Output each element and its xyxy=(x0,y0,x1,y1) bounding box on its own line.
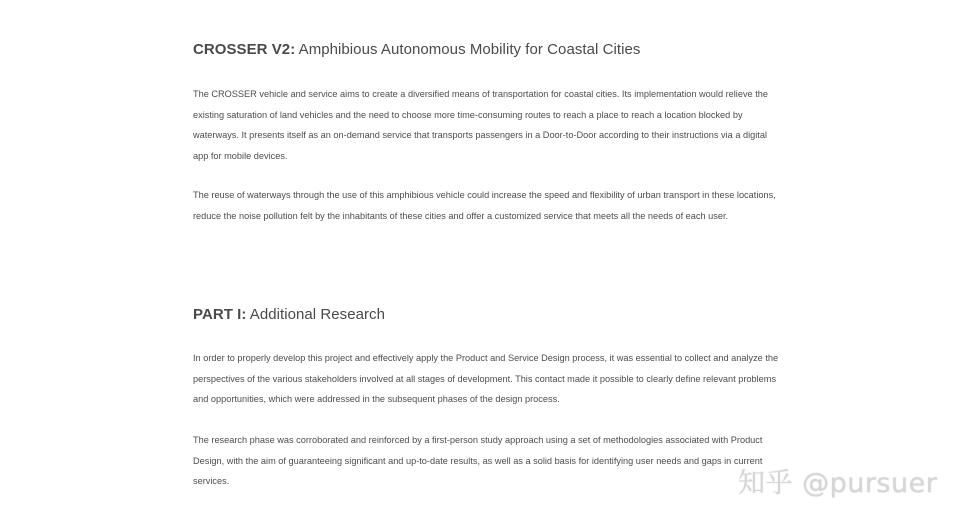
paragraph-waterways: The reuse of waterways through the use of this amphibious vehicle could increase the speed and flexibility of urban transport in these locations, reduce the noise pollution felt by the inhabitants of these cities and offer a customized service that meets all the needs of each user. xyxy=(193,190,776,221)
paragraph-stakeholders: In order to properly develop this project and effectively apply the Product and Service Design process, it was essential to collect and analyze the perspectives of the various stakeholders involved at all stages of development. This contact made it possible to clearly define relevant problems and opportunities, which were addressed in the subsequent phases of the design process. xyxy=(193,353,779,404)
section-title-text: Amphibious Autonomous Mobility for Coastal Cities xyxy=(295,41,641,58)
section-title-text: Additional Research xyxy=(246,306,385,323)
section-title-bold: CROSSER V2: xyxy=(193,41,296,58)
zhihu-watermark: 知乎 @pursuer xyxy=(738,468,938,499)
section-title-crosser-v2 xyxy=(193,41,640,58)
section-title-part-1 xyxy=(193,306,385,323)
paragraph-intro: The CROSSER vehicle and service aims to create a diversified means of transportation for coastal cities. Its implementation would relieve the existing saturation of land vehicles and the need to choose more time-consuming routes to reach a place to reach a location blocked by waterways. It presents itself as an on-demand service that transports passengers in a Door-to-Door according to their instructions via a digital app for mobile devices. xyxy=(193,89,768,161)
section-title-bold: PART I: xyxy=(193,306,247,323)
paragraph-research-phase: The research phase was corroborated and reinforced by a first-person study approach using a set of methodologies associated with Product Design, with the aim of guaranteeing significant and up-to-date results, as well as a solid basis for identifying user needs and gaps in current services. xyxy=(193,435,763,486)
